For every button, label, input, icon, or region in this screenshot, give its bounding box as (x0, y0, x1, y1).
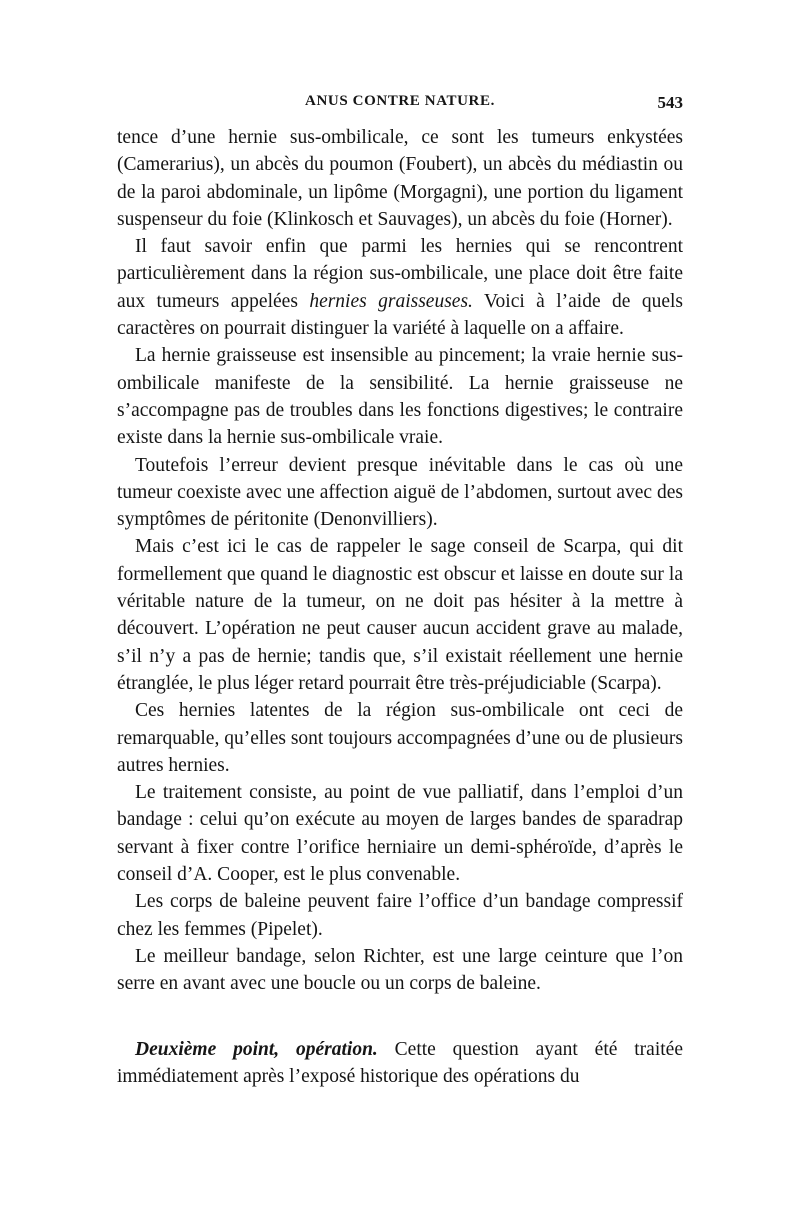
paragraph-text: Voici à l’aide de quels caractères on pourrait distinguer la variété à laquelle on a affaire. (117, 290, 683, 340)
paragraph-corps-baleine: Les corps de baleine peuvent faire l’office d’un bandage compressif chez les femmes (Pipelet). (117, 891, 683, 940)
running-title: ANUS CONTRE NATURE. (305, 93, 495, 109)
section-deuxieme-point (117, 1036, 683, 1091)
paragraph-scarpa: Mais c’est ici le cas de rappeler le sage conseil de Scarpa, qui dit formellement que quand le diagnostic est obscur et laisse en doute sur la véritable nature de la tumeur, on ne doit pas hésiter à la mettre à découvert. L’opération ne peut causer aucun accident grave au malade, s’il n’y a pas de hernie; tandis que, s’il existait réellement une hernie étranglée, le plus léger retard pourrait être très-préjudiciable (Scarpa). (117, 536, 683, 694)
paragraph-continuation: tence d’une hernie sus-ombilicale, ce sont les tumeurs enkystées (Camerarius), un abcès du poumon (Foubert), un abcès du médiastin ou de la paroi abdominale, un lipôme (Morgagni), une portion du ligament suspenseur du foie (Klinkosch et Sauvages), un abcès du foie (Horner). (117, 127, 683, 230)
section-heading: Deuxième point, opération. (135, 1038, 378, 1060)
paragraph-text: Il faut savoir enfin que parmi les hernies qui se rencontrent particulièrement dans la région sus-ombilicale, une place doit être faite aux tumeurs appelées (117, 236, 683, 312)
paragraph-text: Cette question ayant été traitée immédiatement après l’exposé historique des opérations du (117, 1038, 683, 1087)
body-text (117, 124, 683, 1090)
paragraph-hernies-graisseuses (117, 233, 683, 342)
paragraph-hernies-latentes: Ces hernies latentes de la région sus-ombilicale ont ceci de remarquable, qu’elles sont toujours accompagnées d’une ou de plusieurs autres hernies. (117, 700, 683, 776)
paragraph-insensibilite: La hernie graisseuse est insensible au pincement; la vraie hernie sus-ombilicale manifeste de la sensibilité. La hernie graisseuse ne s’accompagne pas de troubles dans les fonctions digestives; le contraire existe dans la hernie sus-ombilicale vraie. (117, 345, 683, 449)
paragraph-erreur: Toutefois l’erreur devient presque inévitable dans le cas où une tumeur coexiste avec une affection aiguë de l’abdomen, surtout avec des symptômes de péritonite (Denonvilliers). (117, 454, 683, 531)
paragraph-traitement: Le traitement consiste, au point de vue palliatif, dans l’emploi d’un bandage : celui qu’on exécute au moyen de larges bandes de sparadrap servant à fixer contre l’orifice herniaire un demi-sphéroïde, d’après le conseil d’A. Cooper, est le plus convenable. (117, 782, 683, 886)
italic-term: hernies graisseuses. (309, 290, 473, 312)
page-header (117, 93, 683, 117)
page-number: 543 (657, 93, 683, 112)
paragraph-richter: Le meilleur bandage, selon Richter, est une large ceinture que l’on serre en avant avec une boucle ou un corps de baleine. (117, 945, 683, 995)
